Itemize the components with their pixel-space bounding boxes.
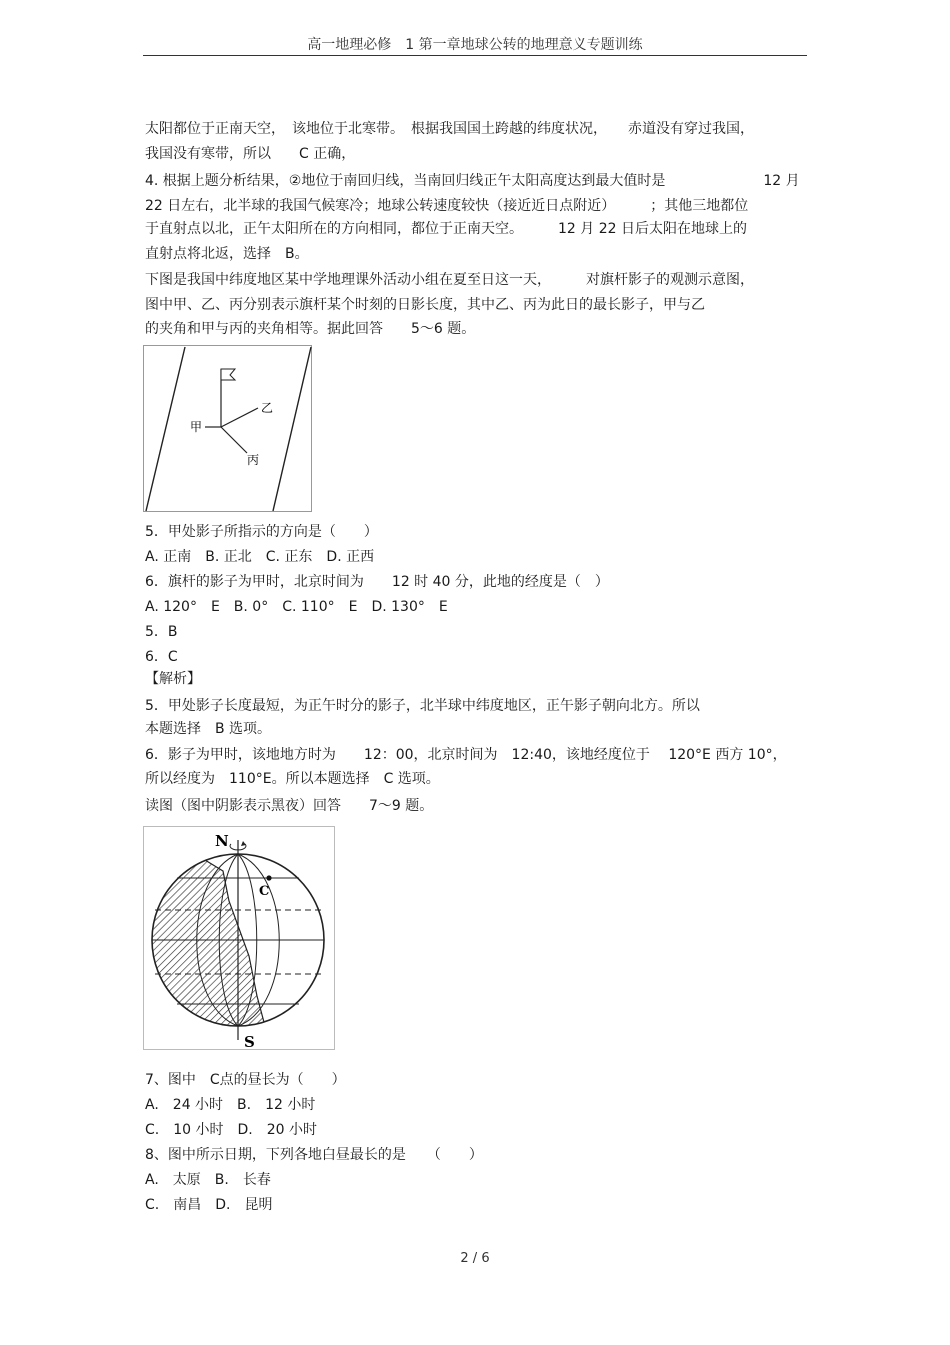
question-5-options: A. 正南 B. 正北 C. 正东 D. 正西	[145, 549, 375, 565]
question-6: 6．旗杆的影子为甲时，北京时间为 12 时 40 分，此地的经度是（ ）	[145, 574, 609, 590]
text-line: 4. 根据上题分析结果，②地位于南回归线，当南回归线正午太阳高度达到最大值时是 12 月	[145, 173, 800, 189]
text-line: 图中甲、乙、丙分别表示旗杆某个时刻的日影长度，其中乙、丙为此日的最长影子，甲与乙	[145, 297, 705, 313]
answer-6: 6．C	[145, 649, 178, 665]
question-8-options-cd: C. 南昌 D. 昆明	[145, 1197, 273, 1213]
page-number: 2 / 6	[460, 1251, 490, 1266]
label-north: N	[215, 832, 229, 850]
question-5: 5．甲处影子所指示的方向是（ ）	[145, 524, 378, 540]
analysis-heading: 【解析】	[145, 671, 201, 687]
label-south: S	[244, 1033, 255, 1050]
analysis-line: 所以经度为 110°E。所以本题选择 C 选项。	[145, 771, 440, 787]
question-8: 8、图中所示日期，下列各地白昼最长的是 （ ）	[145, 1147, 483, 1163]
answer-5: 5．B	[145, 624, 178, 640]
flagpole-shadow-figure	[143, 345, 313, 513]
text-line: 于直射点以北，正午太阳所在的方向相同，都位于正南天空。 12 月 22 日后太阳在地球上的	[145, 221, 747, 237]
label-jia: 甲	[190, 420, 203, 434]
question-7: 7、图中 C点的昼长为（ ）	[145, 1072, 346, 1088]
text-line: 读图（图中阴影表示黑夜）回答 7～9 题。	[145, 798, 434, 814]
text-line: 的夹角和甲与丙的夹角相等。据此回答 5～6 题。	[145, 321, 476, 337]
label-bing: 丙	[247, 453, 260, 467]
analysis-line: 5．甲处影子长度最短，为正午时分的影子，北半球中纬度地区，正午影子朝向北方。所以	[145, 698, 700, 714]
text-line: 直射点将北返，选择 B。	[145, 246, 309, 262]
text-line: 我国没有寒带，所以 C 正确，	[145, 146, 356, 162]
question-7-options-cd: C. 10 小时 D. 20 小时	[145, 1122, 317, 1138]
analysis-line: 本题选择 B 选项。	[145, 721, 272, 737]
label-yi: 乙	[261, 401, 274, 415]
header-divider	[143, 55, 807, 56]
question-8-options-ab: A. 太原 B. 长春	[145, 1172, 271, 1188]
text-line: 22 日左右，北半球的我国气候寒冷；地球公转速度较快（接近近日点附近） ；其他三地都位	[145, 198, 749, 214]
question-7-options-ab: A. 24 小时 B. 12 小时	[145, 1097, 316, 1113]
globe-day-night-figure	[143, 826, 335, 1050]
analysis-line: 6．影子为甲时，该地地方时为 12：00，北京时间为 12:40，该地经度位于 120°E 西方 10°，	[145, 747, 787, 763]
label-c: C	[259, 884, 270, 899]
text-line: 下图是我国中纬度地区某中学地理课外活动小组在夏至日这一天， 对旗杆影子的观测示意图，	[145, 272, 754, 288]
page-header: 高一地理必修 1 第一章地球公转的地理意义专题训练	[307, 37, 643, 53]
text-line: 太阳都位于正南天空， 该地位于北寒带。 根据我国国土跨越的纬度状况， 赤道没有穿过我国，	[145, 121, 754, 137]
question-6-options: A. 120° E B. 0° C. 110° E D. 130° E	[145, 599, 448, 615]
